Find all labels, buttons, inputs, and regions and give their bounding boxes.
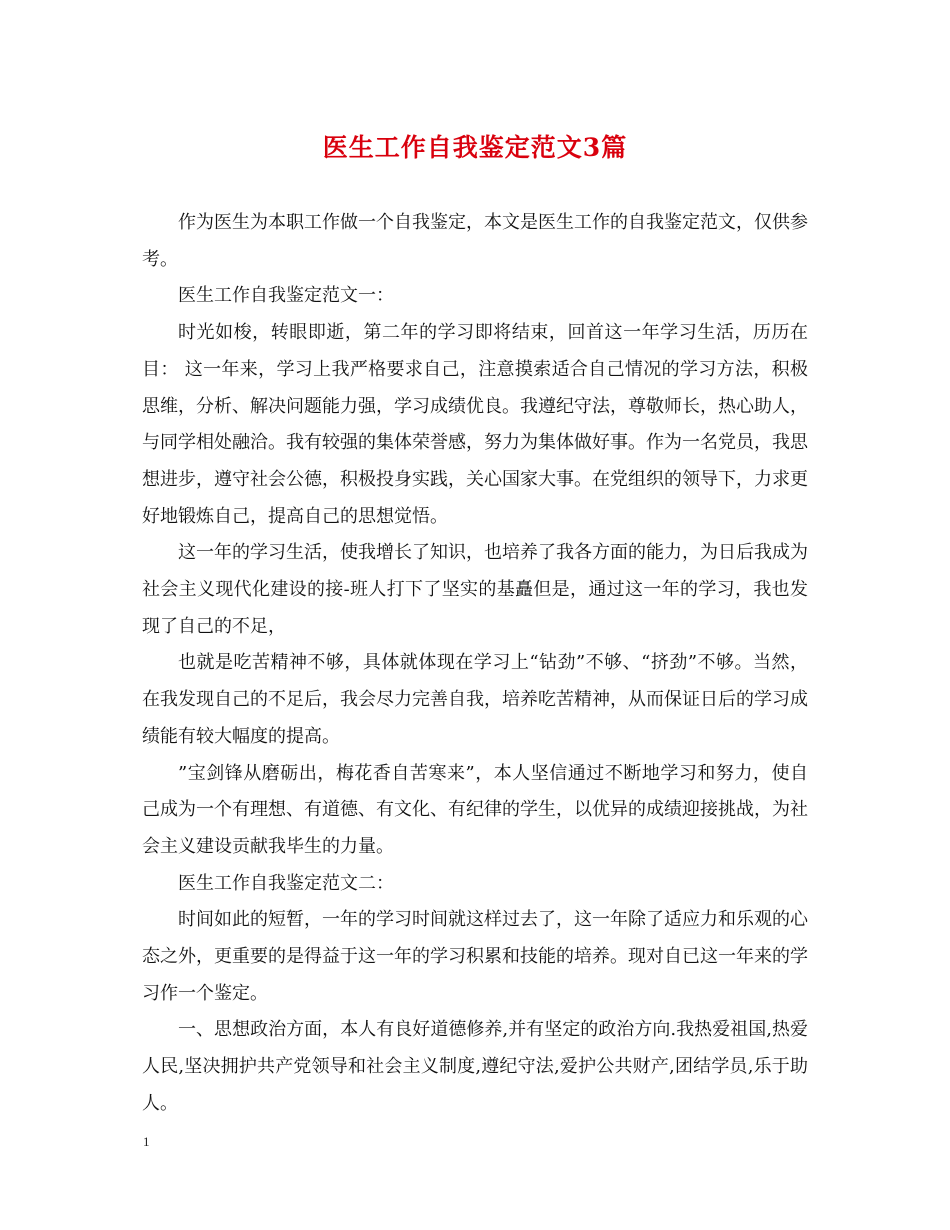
- document-title: 医生工作自我鉴定范文3篇: [322, 133, 628, 162]
- paragraph-two-body-a: 时间如此的短暂，一年的学习时间就这样过去了，这一年除了适应力和乐观的心态之外，更重要的是得益于这一年的学习积累和技能的培养。现对自已这一年来的学习作一个鉴定。: [142, 909, 808, 1004]
- paragraph-section-one-heading: 医生工作自我鉴定范文一：: [178, 285, 394, 307]
- page-number: 1: [143, 1134, 150, 1149]
- paragraph-two-body-b: 一、思想政治方面，本人有良好道德修养,并有坚定的政治方向.我热爱祖国,热爱人民,坚决拥护共产党领导和社会主义制度,遵纪守法,爱护公共财产,团结学员,乐于助人。: [142, 1019, 808, 1114]
- paragraph-section-two-heading: 医生工作自我鉴定范文二：: [178, 872, 394, 894]
- paragraph-one-body-c: 也就是吃苦精神不够，具体就体现在学习上“钻劲”不够、“挤劲”不够。当然，在我发现自己的不足后，我会尽力完善自我，培养吃苦精神，从而保证日后的学习成绩能有较大幅度的提高。: [142, 652, 808, 747]
- document-body: [142, 205, 808, 1123]
- paragraph-one-body-b: 这一年的学习生活，使我增长了知识，也培养了我各方面的能力，为日后我成为社会主义现代化建设的接-班人打下了坚实的基矗但是，通过这一年的学习，我也发现了自己的不足，: [142, 542, 808, 637]
- paragraph-intro: 作为医生为本职工作做一个自我鉴定，本文是医生工作的自我鉴定范文，仅供参考。: [142, 212, 808, 270]
- paragraph-one-body-a: 时光如梭，转眼即逝，第二年的学习即将结束，回首这一年学习生活，历历在目： 这一年来，学习上我严格要求自己，注意摸索适合自己情况的学习方法，积极思维，分析、解决问题能力强，学习成绩优良。我遵纪守法，尊敬师长，热心助人，与同学相处融洽。我有较强的集体荣誉感，努力为集体做好事。作为一名党员，我思想进步，遵守社会公德，积极投身实践，关心国家大事。在党组织的领导下，力求更好地锻炼自己，提高自己的思想觉悟。: [142, 322, 808, 527]
- paragraph-one-body-d: ”宝剑锋从磨砺出，梅花香自苦寒来”，本人坚信通过不断地学习和努力，使自己成为一个有理想、有道德、有文化、有纪律的学生，以优异的成绩迎接挑战，为社会主义建设贡献我毕生的力量。: [142, 762, 808, 857]
